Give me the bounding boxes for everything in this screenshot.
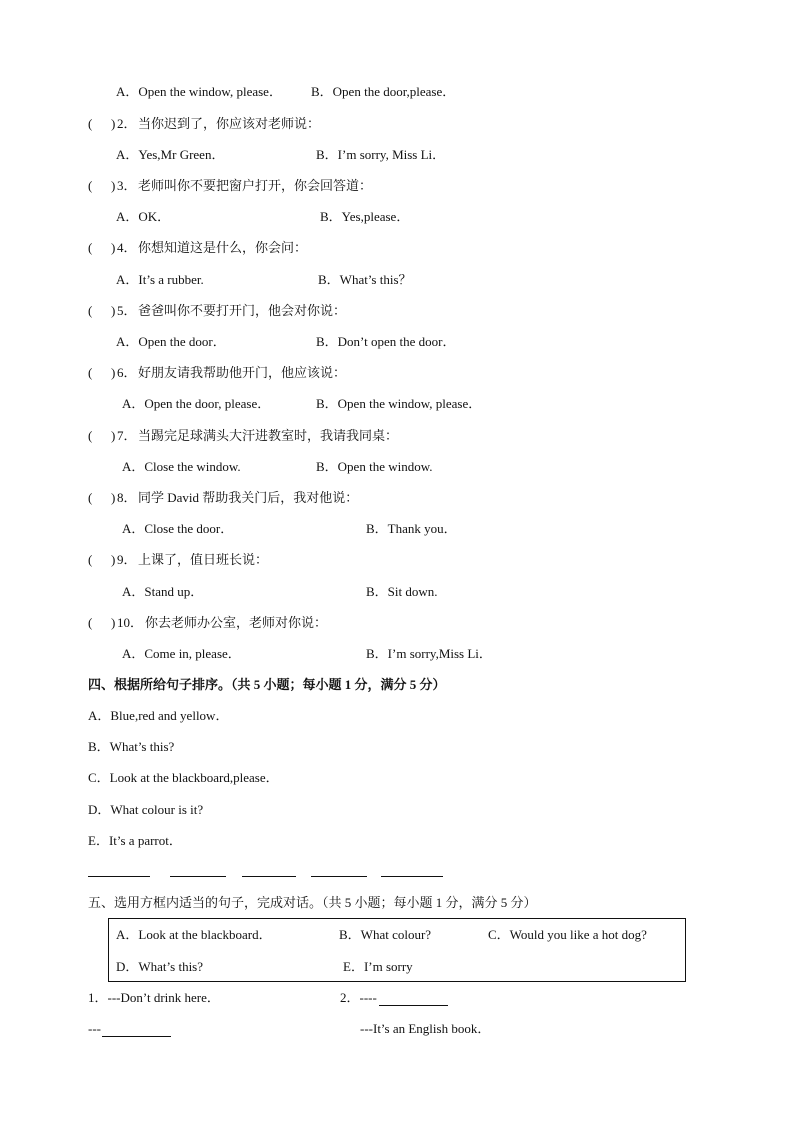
question-4-option-a: A．It’s a rubber. (116, 272, 204, 287)
answer-paren-open-6: ( (88, 365, 93, 380)
dialogue-2-response: ---It’s an English book． (360, 1021, 491, 1036)
box-option-a: A．Look at the blackboard． (116, 927, 272, 942)
question-stem-5: 爸爸叫你不要打开门，他会对你说： (138, 303, 347, 318)
answer-paren-close-8: ) (111, 490, 116, 505)
question-8-option-b: B．Thank you． (366, 521, 457, 536)
q1-option-a: A．Open the window, please． (116, 84, 282, 99)
box-option-d: D．What’s this? (116, 959, 204, 974)
question-stem-7: 当踢完足球满头大汗进教室时，我请我同桌： (138, 428, 399, 443)
answer-paren-close-5: ) (111, 303, 116, 318)
answer-paren-close-3: ) (111, 178, 116, 193)
question-9-option-a: A．Stand up． (122, 584, 204, 599)
dialogue-2-prompt: 2．---- (340, 990, 377, 1005)
answer-paren-close-10: ) (111, 615, 116, 630)
question-stem-6: 好朋友请我帮助他开门，他应该说： (138, 365, 347, 380)
box-option-b: B．What colour? (339, 927, 432, 942)
order-blank-1[interactable] (88, 862, 150, 877)
answer-paren-open-10: ( (88, 615, 93, 630)
box-option-e: E．I’m sorry (343, 959, 413, 974)
part5-heading: 五、选用方框内适当的句子，完成对话。（共 5 小题；每小题 1 分，满分 5 分） (88, 895, 537, 910)
question-5-option-a: A．Open the door． (116, 334, 226, 349)
question-stem-10: 你去老师办公室，老师对你说： (145, 615, 328, 630)
question-stem-3: 老师叫你不要把窗户打开，你会回答道： (138, 178, 373, 193)
part4-sentence-a: A．Blue,red and yellow． (88, 708, 229, 723)
question-number-8: 8． (117, 490, 137, 505)
part4-sentence-b: B．What’s this? (88, 739, 175, 754)
question-3-option-a: A．OK． (116, 209, 171, 224)
question-10-option-b: B．I’m sorry,Miss Li． (366, 646, 492, 661)
question-number-6: 6． (117, 365, 137, 380)
question-3-option-b: B．Yes,please． (320, 209, 410, 224)
order-blank-3[interactable] (242, 862, 296, 877)
question-10-option-a: A．Come in, please． (122, 646, 241, 661)
q1-option-b: B．Open the door,please． (311, 84, 456, 99)
answer-paren-close-2: ) (111, 116, 116, 131)
question-stem-8: 同学 David 帮助我关门后，我对他说： (138, 490, 359, 505)
answer-paren-open-4: ( (88, 240, 93, 255)
answer-paren-open-2: ( (88, 116, 93, 131)
answer-paren-close-9: ) (111, 552, 116, 567)
dialogue-2-blank[interactable] (379, 991, 448, 1006)
question-6-option-a: A．Open the door, please． (122, 396, 271, 411)
question-stem-9: 上课了，值日班长说： (138, 552, 269, 567)
question-7-option-b: B．Open the window. (316, 459, 433, 474)
answer-paren-close-6: ) (111, 365, 116, 380)
part4-sentence-c: C．Look at the blackboard,please． (88, 770, 279, 785)
dialogue-1-blank[interactable] (102, 1022, 171, 1037)
question-stem-4: 你想知道这是什么，你会问： (138, 240, 308, 255)
order-blank-5[interactable] (381, 862, 443, 877)
answer-paren-close-7: ) (111, 428, 116, 443)
question-7-option-a: A．Close the window. (122, 459, 241, 474)
order-blank-4[interactable] (311, 862, 367, 877)
question-number-9: 9． (117, 552, 137, 567)
question-2-option-b: B．I’m sorry, Miss Li． (316, 147, 446, 162)
question-number-3: 3． (117, 178, 137, 193)
question-9-option-b: B．Sit down. (366, 584, 438, 599)
answer-paren-close-4: ) (111, 240, 116, 255)
question-4-option-b: B．What’s this？ (318, 272, 412, 287)
question-number-2: 2． (117, 116, 137, 131)
order-blank-2[interactable] (170, 862, 226, 877)
box-option-c: C．Would you like a hot dog? (488, 927, 647, 942)
part4-sentence-d: D．What colour is it? (88, 802, 204, 817)
question-number-5: 5． (117, 303, 137, 318)
question-6-option-b: B．Open the window, please． (316, 396, 482, 411)
question-8-option-a: A．Close the door． (122, 521, 234, 536)
question-2-option-a: A．Yes,Mr Green． (116, 147, 225, 162)
part4-sentence-e: E．It’s a parrot． (88, 833, 182, 848)
answer-paren-open-8: ( (88, 490, 93, 505)
question-number-10: 10． (117, 615, 144, 630)
part4-heading: 四、根据所给句子排序。（共 5 小题；每小题 1 分，满分 5 分） (88, 677, 446, 692)
dialogue-1-response: --- (88, 1021, 101, 1036)
answer-paren-open-7: ( (88, 428, 93, 443)
dialogue-1-prompt: 1．---Don’t drink here． (88, 990, 220, 1005)
answer-paren-open-5: ( (88, 303, 93, 318)
question-number-4: 4． (117, 240, 137, 255)
question-5-option-b: B．Don’t open the door． (316, 334, 456, 349)
question-number-7: 7． (117, 428, 137, 443)
answer-paren-open-9: ( (88, 552, 93, 567)
answer-paren-open-3: ( (88, 178, 93, 193)
question-stem-2: 当你迟到了，你应该对老师说： (138, 116, 321, 131)
